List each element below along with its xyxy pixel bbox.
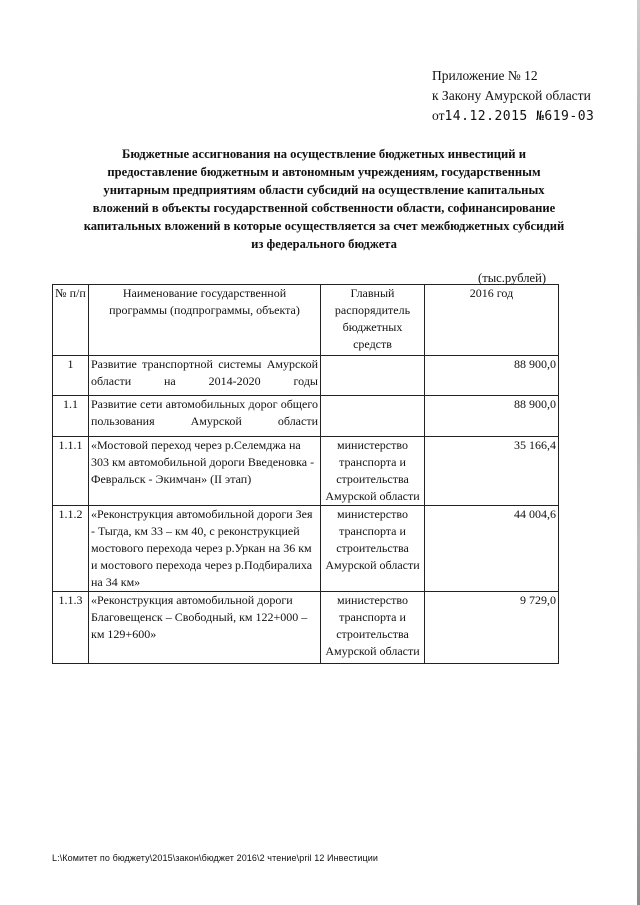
appendix-block <box>432 66 594 127</box>
row-name: Развитие сети автомобильных дорог общего пользования Амурской области <box>89 396 321 437</box>
row-name: «Мостовой переход через р.Селемджа на 303 км автомобильной дороги Введеновка - Февральск - Экимчан» (II этап) <box>89 437 321 506</box>
header-name: Наименование государственной программы (подпрограммы, объекта) <box>89 285 321 356</box>
row-value: 88 900,0 <box>425 396 559 437</box>
row-name: «Реконструкция автомобильной дороги Зея - Тыгда, км 33 – км 40, с реконструкцией мостового перехода через р.Уркан на 36 км и мостового перехода через р.Подбиралиха на 34 км» <box>89 506 321 592</box>
table-row <box>53 437 559 506</box>
row-org <box>321 396 425 437</box>
row-name: Развитие транспортной системы Амурской области на 2014-2020 годы <box>89 356 321 396</box>
table-row <box>53 396 559 437</box>
row-num: 1.1.2 <box>53 506 89 592</box>
budget-table <box>52 284 559 664</box>
title-line: унитарным предприятиям области субсидий на осуществление капитальных <box>103 183 545 197</box>
date-prefix: от <box>432 108 445 123</box>
table-row <box>53 506 559 592</box>
row-value: 44 004,6 <box>425 506 559 592</box>
appendix-number: Приложение № 12 <box>432 68 538 83</box>
header-year: 2016 год <box>425 285 559 356</box>
units-label: (тыс.рублей) <box>478 271 547 285</box>
row-num: 1.1.3 <box>53 592 89 664</box>
row-value: 9 729,0 <box>425 592 559 664</box>
appendix-date <box>432 106 594 127</box>
table-header-row <box>53 285 559 356</box>
file-path-footer: L:\Комитет по бюджету\2015\закон\бюджет 2016\2 чтение\pril 12 Инвестиции <box>52 853 379 863</box>
date-stamp: 14.12.2015 №619-03 <box>444 109 595 124</box>
row-num: 1.1 <box>53 396 89 437</box>
row-org <box>321 356 425 396</box>
table-row <box>53 592 559 664</box>
header-num: № п/п <box>53 285 89 356</box>
row-value: 88 900,0 <box>425 356 559 396</box>
appendix-law: к Закону Амурской области <box>432 88 591 103</box>
row-num: 1 <box>53 356 89 396</box>
title-line: предоставление бюджетным и автономным учреждениям, государственным <box>107 165 541 179</box>
title-line: вложений в объекты государственной собственности области, софинансирование <box>92 201 556 215</box>
row-num: 1.1.1 <box>53 437 89 506</box>
title-line: Бюджетные ассигнования на осуществление бюджетных инвестиций и <box>122 147 526 161</box>
row-org: министерство транспорта и строительства Амурской области <box>321 437 425 506</box>
document-title <box>40 145 608 253</box>
row-value: 35 166,4 <box>425 437 559 506</box>
table-row <box>53 356 559 396</box>
header-org: Главный распорядитель бюджетных средств <box>321 285 425 356</box>
row-org: министерство транспорта и строительства Амурской области <box>321 506 425 592</box>
row-name: «Реконструкция автомобильной дороги Благовещенск – Свободный, км 122+000 – км 129+600» <box>89 592 321 664</box>
row-org: министерство транспорта и строительства Амурской области <box>321 592 425 664</box>
title-line: из федерального бюджета <box>251 237 397 251</box>
title-line: капитальных вложений в которые осуществляется за счет межбюджетных субсидий <box>83 219 565 233</box>
